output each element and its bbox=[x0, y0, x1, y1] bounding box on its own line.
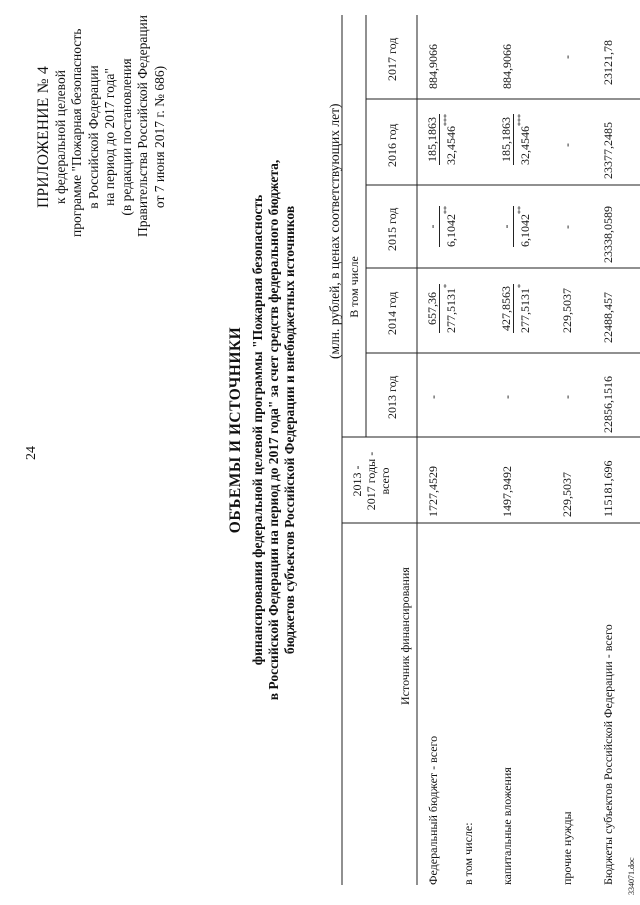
header-year-2013: 2013 год bbox=[385, 375, 399, 419]
appendix-title: ПРИЛОЖЕНИЕ № 4 bbox=[35, 65, 52, 209]
row-regional-total: 115181,696 bbox=[601, 460, 615, 517]
header-year-2014: 2014 год bbox=[385, 291, 399, 335]
header-year-2016: 2016 год bbox=[385, 123, 399, 167]
row-federal-total: 1727,4529 bbox=[426, 466, 440, 517]
appendix-line: от 7 июня 2017 г. № 686) bbox=[151, 65, 167, 209]
row-federal-2015: - 6,1042** bbox=[425, 206, 458, 247]
row-capital-label: капитальные вложения bbox=[500, 767, 514, 885]
row-regional-2014: 22488,457 bbox=[601, 292, 615, 343]
footer-file-code: 334071.doc bbox=[627, 857, 636, 895]
header-including: В том числе bbox=[347, 256, 361, 318]
heading-line: в Российской Федерации на период до 2017 года" за счет средств федерального бюджета, bbox=[266, 159, 281, 701]
page-number: 24 bbox=[24, 446, 39, 460]
units-note: (млн. рублей, в ценах соответствующих лет) bbox=[327, 103, 342, 359]
appendix-line: программе "Пожарная безопасность bbox=[69, 28, 84, 237]
row-other-2016: - bbox=[560, 143, 574, 147]
row-capital-2013: - bbox=[500, 395, 514, 399]
heading-line: бюджетов субъектов Российской Федерации и внебюджетных источников bbox=[282, 205, 297, 655]
row-other-2014: 229,5037 bbox=[560, 288, 574, 333]
row-federal-label: Федеральный бюджет - всего bbox=[426, 735, 440, 885]
appendix-line: к федеральной целевой bbox=[52, 70, 68, 204]
row-other-label: прочие нужды bbox=[560, 811, 574, 885]
row-capital-2014: 427,8563 277,5131* bbox=[499, 284, 532, 333]
row-federal-2016: 185,1863 32,4546*** bbox=[425, 114, 458, 165]
row-capital-2016: 185,1863 32,4546*** bbox=[499, 114, 532, 165]
appendix-line: в Российской Федерации bbox=[85, 65, 101, 209]
row-including-label: в том числе: bbox=[461, 822, 475, 885]
appendix-line: (в редакции постановления bbox=[118, 58, 134, 216]
row-other-2013: - bbox=[560, 395, 574, 399]
row-other-2015: - bbox=[560, 225, 574, 229]
header-year-2017: 2017 год bbox=[385, 37, 399, 81]
row-federal-2014: 657,36 277,5131* bbox=[425, 284, 458, 333]
row-capital-2017: 884,9066 bbox=[500, 44, 514, 89]
row-other-total: 229,5037 bbox=[560, 472, 574, 517]
row-federal-2017: 884,9066 bbox=[426, 44, 440, 89]
row-capital-2015: - 6,1042** bbox=[499, 206, 532, 247]
appendix-line: на период до 2017 года" bbox=[102, 68, 117, 206]
row-regional-2017: 23121,78 bbox=[601, 40, 615, 85]
heading-main: ОБЪЕМЫ И ИСТОЧНИКИ bbox=[227, 326, 244, 534]
heading-line: финансирования федеральной целевой программы "Пожарная безопасность bbox=[250, 194, 265, 666]
row-capital-total: 1497,9492 bbox=[500, 466, 514, 517]
row-regional-2013: 22856,1516 bbox=[601, 376, 615, 433]
rotated-page: 24 ПРИЛОЖЕНИЕ № 4 к федеральной целевой программе "Пожарная безопасность в Российской Федерации на период до 2017 года" (в редакции постановления Правительства Российской Федерации от 7 июня 2017 г. № 686) ОБЪЕМЫ И ИСТОЧНИКИ финансирования федеральной целевой программы "Пожарная безопасность в Российской Федерации на период до 2017 года" за счет средств федерального бюджета, бюджетов субъектов Российской Федерации и внебюджетных источников (млн. рублей, в ценах соответствующих лет) Источник финансирования 2013 - 2017 годы - всего В том числе 2013 год 2014 год 2015 год 2016 год 2017 год Федеральный бюджет - всего 1727,4529 - 657,36 277,5131* - 6,1042** 185,1863 32,4546*** 884,9066 в том числе: капитальные вложения 1497,9492 - 427,8563 277,5131* - 6,1042** 185,1863 32,4546*** 884,9066 прочие нужды 229,5037 - 229,5037 - - - Бюджеты субъектов Российской Федерации - всего 115181,696 22856,1516 22488,457 23338,0589 23377,2485 23121,78 334071.doc bbox=[0, 0, 640, 905]
row-regional-2016: 23377,2485 bbox=[601, 122, 615, 179]
header-year-2015: 2015 год bbox=[385, 207, 399, 251]
row-regional-label: Бюджеты субъектов Российской Федерации - всего bbox=[601, 624, 615, 885]
appendix-line: Правительства Российской Федерации bbox=[135, 15, 150, 237]
row-regional-2015: 23338,0589 bbox=[601, 206, 615, 263]
row-other-2017: - bbox=[560, 55, 574, 59]
row-federal-2013: - bbox=[426, 395, 440, 399]
header-total: 2013 - 2017 годы - всего bbox=[350, 451, 392, 511]
